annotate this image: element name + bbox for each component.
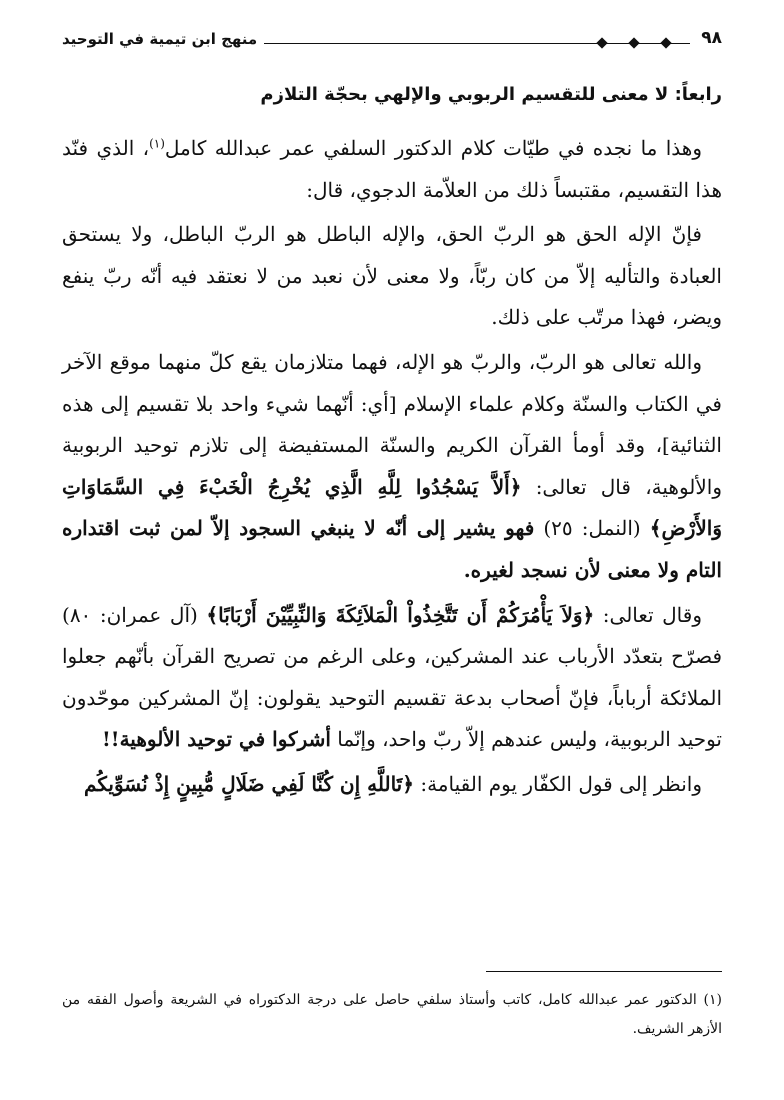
page-number: ٩٨ — [701, 28, 722, 48]
quran-verse: ﴿أَلاَّ يَسْجُدُوا لِلَّهِ الَّذِي يُخْرِجُ الْخَبْءَ فِي السَّمَاوَاتِ وَالأَرْضِ﴾ — [62, 474, 722, 541]
body-text — [62, 128, 722, 806]
footnote: (١) الدكتور عمر عبدالله كامل، كاتب وأستاذ سلفي حاصل على درجة الدكتوراه في الشريعة وأصول الفقه من الأزهر الشريف. — [62, 992, 722, 1037]
paragraph-4 — [62, 595, 722, 761]
header-ornament-dot — [628, 37, 639, 48]
verse-reference: (النمل: ٢٥) — [534, 516, 650, 541]
section-heading: رابعاً: لا معنى للتقسيم الربوبي والإلهي بحجّة التلازم — [260, 84, 722, 105]
header-ornament-dot — [596, 37, 607, 48]
quran-verse: ﴿وَلاَ يَأْمُرَكُمْ أَن تَتَّخِذُواْ الْمَلاَئِكَةَ وَالنِّبِيِّيْنَ أَرْبَابًا﴾ — [206, 602, 595, 627]
paragraph-text: وانظر إلى قول الكفّار يوم القيامة: — [413, 771, 702, 796]
paragraph-text: فهو يشير إلى أنّه لا ينبغي السجود إلاّ لمن ثبت اقتداره التام ولا معنى لأن نسجد لغيره. — [62, 516, 722, 582]
header-ornament-dot — [660, 37, 671, 48]
running-title: منهج ابن تيمية في التوحيد — [62, 30, 258, 48]
running-header — [62, 28, 722, 58]
paragraph-text: فصرّح بتعدّد الأرباب عند المشركين، وعلى الرغم من تصريح القرآن بأنّهم جعلوا الملائكة أرباباً، فإنّ أصحاب بدعة تقسيم التوحيد يقولون: إنّ المشركين موحّدون توحيد الربوبية، وليس عندهم إلاّ ربّ واحد، وإنّما — [62, 644, 722, 752]
quran-verse: ﴿تَاللَّهِ إِن كُنَّا لَفِي ضَلَالٍ مُّبِينٍ إِذْ نُسَوِّيكُم — [84, 771, 414, 796]
footnote-reference: (١) — [149, 136, 165, 151]
paragraph-3 — [62, 342, 722, 592]
footnote-separator — [486, 971, 722, 972]
header-rule — [264, 43, 690, 44]
paragraph-1 — [62, 128, 722, 211]
emphasized-text: أشركوا في توحيد الألوهية!! — [102, 727, 331, 752]
paragraph-5 — [62, 764, 722, 806]
paragraph-text: ، الذي فنّد هذا التقسيم، مقتبساً ذلك من العلاّمة الدجوي، قال: — [62, 136, 722, 202]
paragraph-2-quote: فإنّ الإله الحق هو الربّ الحق، والإله الباطل هو الربّ الباطل، ولا يستحق العبادة والتأليه إلاّ من كان ربّاً، ولا معنى لأن نعبد من لا نعتقد فيه أنّه ربّ ينفع ويضر، فهذا مرتّب على ذلك. — [62, 222, 722, 330]
paragraph-text: والله تعالى هو الربّ، والربّ هو الإله، فهما متلازمان يقع كلّ منهما موقع الآخر في الكتاب والسنّة وكلام علماء الإسلام [أي: أنّهما شيء واحد بلا تقسيم إلى هذه الثنائية]، وقد أومأ القرآن الكريم والسنّة المستفيضة إلى تلازم توحيد الربوبية والألوهية، قال تعالى: — [62, 349, 723, 499]
paragraph-text: وقال تعالى: — [594, 602, 702, 627]
paragraph-text: وهذا ما نجده في طيّات كلام الدكتور السلفي عمر عبدالله كامل — [164, 136, 702, 160]
verse-reference: (آل عمران: ٨٠) — [62, 602, 207, 627]
